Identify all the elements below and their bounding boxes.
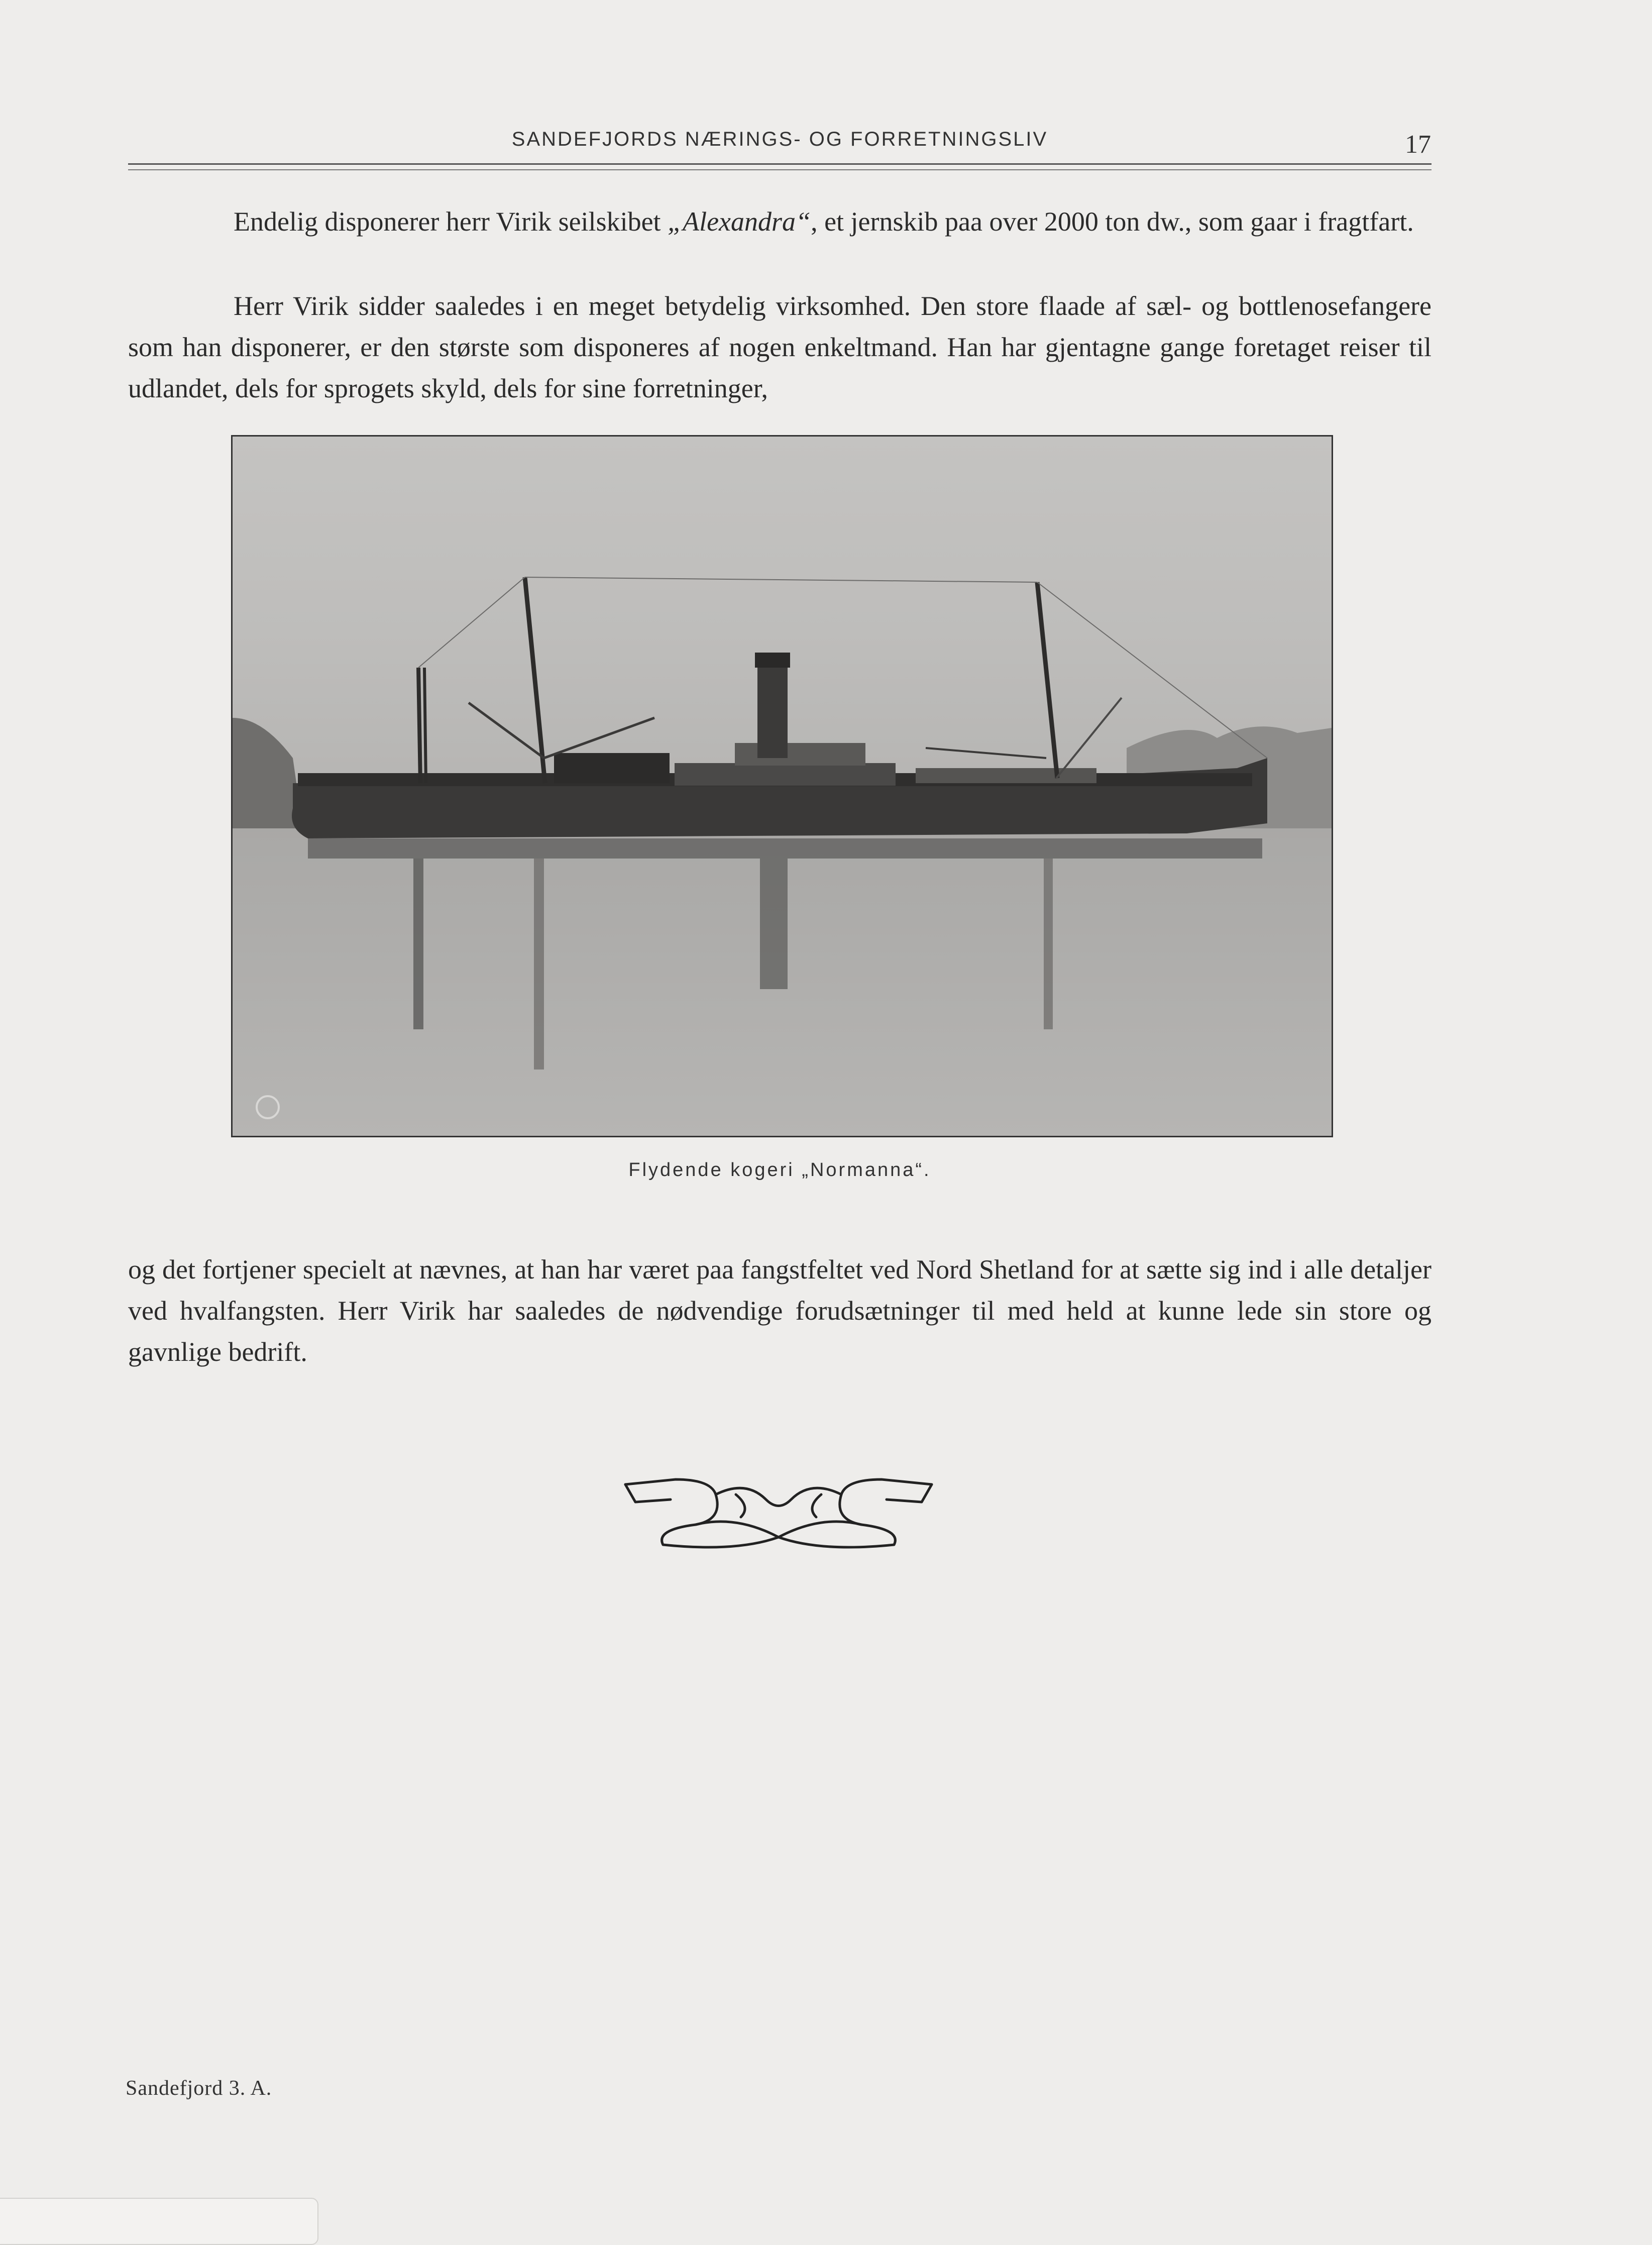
paragraph-virksomhed <box>128 285 1431 409</box>
header-rule-top <box>128 163 1431 165</box>
ship-photograph <box>231 435 1333 1137</box>
page-number: 17 <box>1405 130 1431 159</box>
paragraph-alexandra <box>128 201 1431 242</box>
decorative-ornament <box>615 1464 942 1555</box>
header-rule-bottom <box>128 169 1431 170</box>
printer-signature: Sandefjord 3. A. <box>126 2077 272 2100</box>
p1-text-after: , et jernskib paa over 2000 ton dw., som gaar i fragtfart. <box>811 206 1414 237</box>
paragraph-virksomhed-text: Herr Virik sidder saaledes i en meget betydelig virksomhed. Den store flaade af sæl- og bottlenosefangere som han disponerer, er den største som disponeres af nogen enkeltmand. Han har gjentagne gange foretaget reiser til udlandet, dels for sprogets skyld, dels for sine forretninger, <box>128 291 1431 403</box>
figure-caption: Flydende kogeri „Normanna“. <box>628 1159 931 1181</box>
paragraph-alexandra-text <box>128 201 1431 242</box>
paragraph-shetland <box>128 1249 1431 1372</box>
scan-edge-tab <box>0 2198 318 2245</box>
paragraph-shetland-text: og det fortjener specielt at nævnes, at han har været paa fangstfeltet ved Nord Shetland for at sætte sig ind i alle detaljer ved hvalfangsten. Herr Virik har saaledes de nødvendige forudsætninger til med held at kunne lede sin store og gavnlige bedrift. <box>128 1254 1431 1367</box>
p1-text-before: Endelig disponerer herr Virik seilskibet <box>234 206 668 237</box>
running-head: SANDEFJORDS NÆRINGS- OG FORRETNINGSLIV <box>511 128 1048 150</box>
ship-name-alexandra: „Alexandra“ <box>668 206 811 237</box>
